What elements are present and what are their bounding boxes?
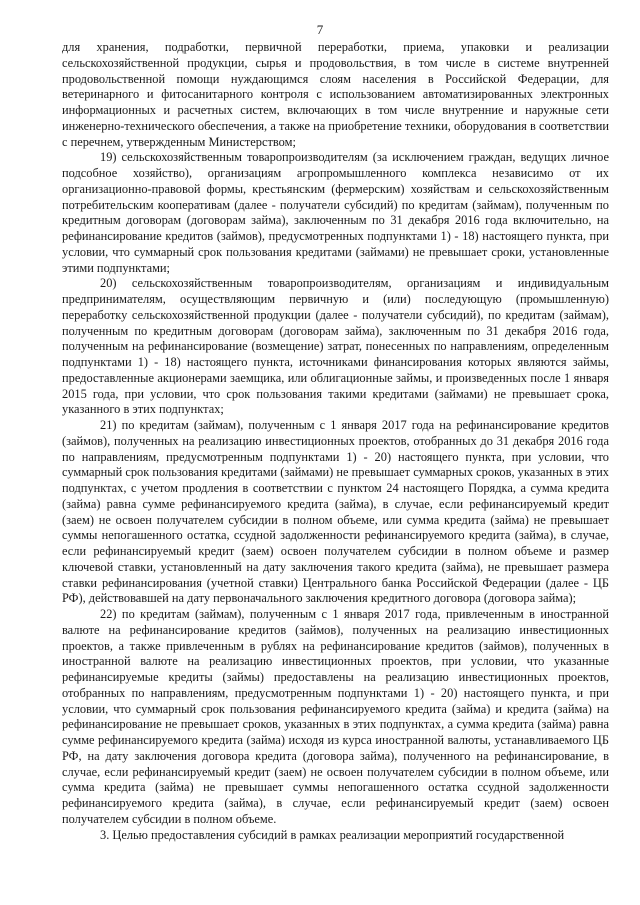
paragraph-item-19: 19) сельскохозяйственным товаропроизводителям (за исключением граждан, ведущих личное подсобное хозяйство), организациям агропромышленного комплекса независимо от их организационно-правовой формы, крестьянским (фермерским) хозяйствам и сельскохозяйственным потребительским кооперативам (далее - получатели субсидий) по кредитам (займам), полученным по кредитным договорам (договорам займа), заключенным по 31 декабря 2016 года включительно, на рефинансирование кредитов (займов), предусмотренных подпунктами 1) - 18) настоящего пункта, при условии, что суммарный срок пользования кредитами (займами) не превышает сроки, установленные этими подпунктами;: [62, 150, 609, 275]
paragraph-item-22: 22) по кредитам (займам), полученным с 1 января 2017 года, привлеченным в иностранной валюте на рефинансирование кредитов (займов), полученных на реализацию инвестиционных проектов, а также привлеченным в рублях на рефинансирование кредитов (займов), полученных в иностранной валюте на реализацию инвестиционных проектов, при условии, что указанные рефинансируемые кредиты (займы) предоставлены на реализацию инвестиционных проектов, отобранных по направлениям, предусмотренным подпунктами 1) - 20) настоящего пункта, и при условии, что суммарный срок пользования рефинансируемого кредита (займа) и кредита (займа) на рефинансирование не превышает сроков, указанных в этих подпунктах, а сумма кредита (займа) равна сумме рефинансируемого кредита (займа) исходя из курса иностранной валюты, устанавливаемого ЦБ РФ, на дату заключения договора кредита (договора займа), полученного на рефинансирование, в случае, если рефинансируемый кредит (заем) не освоен получателем субсидии в полном объеме, или сумма кредита (займа) не превышает суммы непогашенного остатка ссудной задолженности рефинансируемого кредита (займа), в случае, если рефинансируемый кредит (заем) освоен получателем субсидии в полном объеме.: [62, 607, 609, 826]
paragraph-continuation: для хранения, подработки, первичной переработки, приема, упаковки и реализации сельскохозяйственной продукции, сырья и продовольствия, в том числе в системе внутренней продовольственной помощи нуждающимся слоям населения в Российской Федерации, для ветеринарного и фитосанитарного контроля с использованием автоматизированных электронных информационных и расчетных систем, включающих в том числе внутренние и наружные сети инженерно-технического обеспечения, а также на приобретение техники, оборудования в соответствии с перечнем, утвержденным Министерством;: [62, 40, 609, 149]
paragraph-section-3: 3. Целью предоставления субсидий в рамках реализации мероприятий государственной: [100, 827, 565, 842]
document-body: [62, 40, 609, 843]
paragraph-item-20: 20) сельскохозяйственным товаропроизводителям, организациям и индивидуальным предпринимателям, осуществляющим первичную и (или) последующую (промышленную) переработку сельскохозяйственной продукции (далее - получатели субсидий), по кредитам (займам), полученным по кредитным договорам (договорам займа), заключенным по 31 декабря 2016 года, полученным на рефинансирование (возмещение) затрат, понесенных по направлениям, определенным подпунктами 1) - 18) настоящего пункта, источниками финансирования которых являются займы, предоставленные акционерами заемщика, или облигационные займы, и произведенных после 1 января 2015 года, при условии, что срок пользования такими кредитами (займами) не превышает срока, указанного в этих подпунктах;: [62, 276, 609, 417]
page-number: 7: [316, 22, 324, 37]
paragraph-item-21: 21) по кредитам (займам), полученным с 1 января 2017 года на рефинансирование кредитов (займов), полученных на реализацию инвестиционных проектов, отобранных до 31 декабря 2016 года по направлениям, предусмотренным подпунктами 1) - 20) настоящего пункта, при условии, что суммарный срок пользования кредитами (займами) не превышает суммарных сроков, указанных в этих подпунктах, с учетом продления в соответствии с пунктом 24 настоящего Порядка, а сумма кредита (займа) равна сумме рефинансируемого кредита (займа), в случае, если рефинансируемый кредит (заем) не освоен получателем субсидии в полном объеме, или сумма кредита (займа) не превышает суммы непогашенного остатка, ссудной задолженности рефинансируемого кредита (займа), в случае, если рефинансируемый кредит (заем) освоен получателем субсидии в полном объеме и размер ключевой ставки, установленный на дату заключения такого кредита (займа), не превышает размера ставки рефинансирования (учетной ставки) Центрального банка Российской Федерации (далее - ЦБ РФ), действовавшей на дату первоначального заключения кредитного договора (договора займа);: [62, 418, 609, 606]
